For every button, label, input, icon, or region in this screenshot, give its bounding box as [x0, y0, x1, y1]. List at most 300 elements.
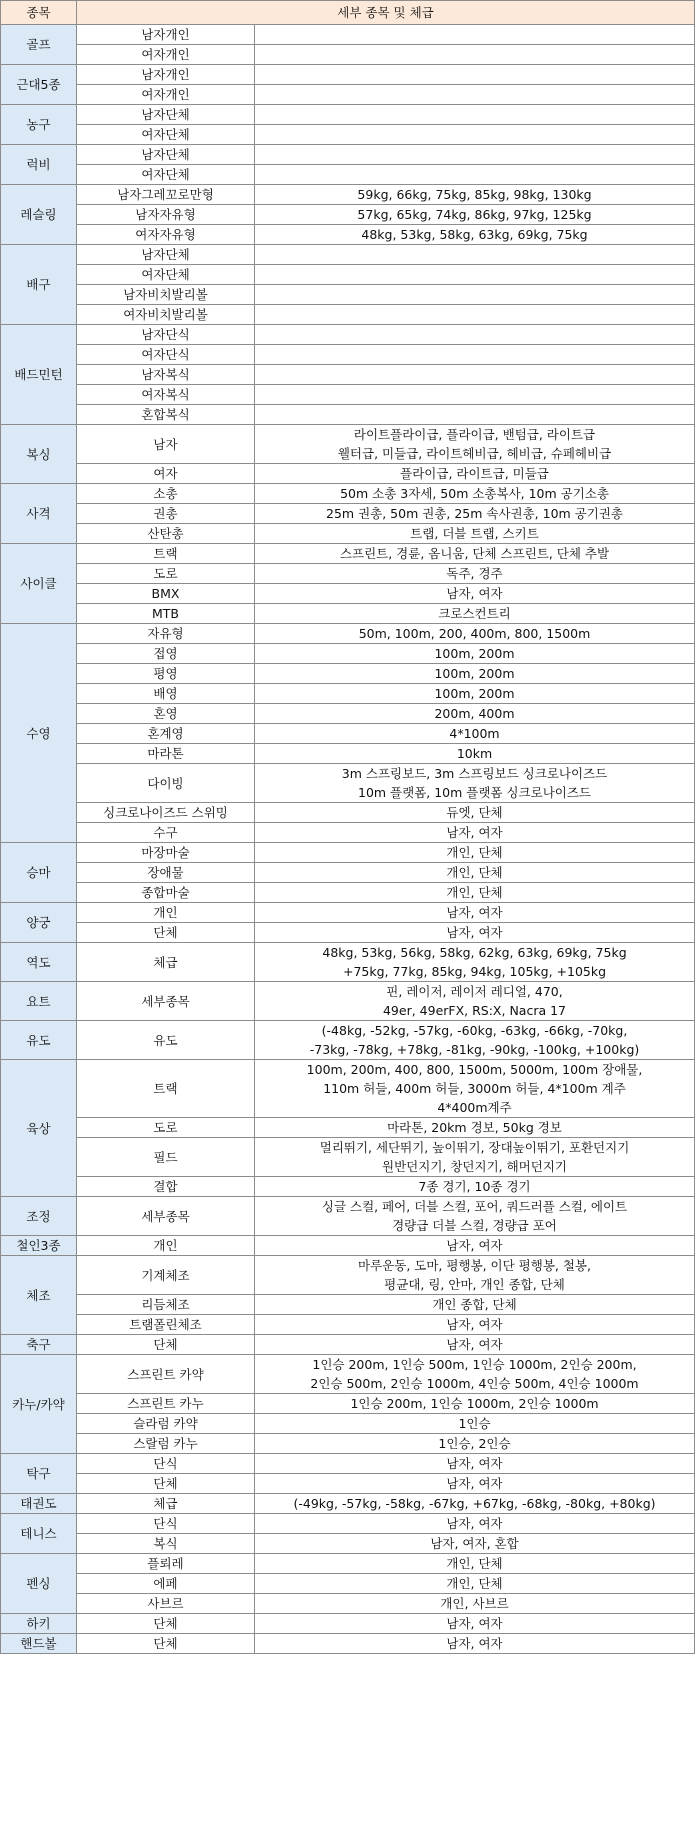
event-name: 단체	[77, 1474, 255, 1494]
detail-line: 라이트플라이급, 플라이급, 밴텀급, 라이트급	[353, 427, 596, 442]
detail-line: 마라톤, 20km 경보, 50kg 경보	[387, 1120, 562, 1136]
table-row	[1, 1634, 695, 1654]
table-row	[1, 1534, 695, 1554]
table-row	[1, 1414, 695, 1434]
event-name: 스프린트 카약	[77, 1355, 255, 1394]
sport-name: 배구	[1, 245, 77, 325]
event-name: 도로	[77, 1118, 255, 1138]
event-name: 여자복식	[77, 385, 255, 405]
table-row	[1, 1614, 695, 1634]
event-name: 체급	[77, 1494, 255, 1514]
sport-name: 배드민턴	[1, 325, 77, 425]
table-row	[1, 385, 695, 405]
detail-line: 남자, 여자	[446, 925, 503, 940]
event-detail	[255, 644, 695, 664]
event-detail	[255, 1256, 695, 1295]
table-row	[1, 1060, 695, 1118]
detail-line: (-48kg, -52kg, -57kg, -60kg, -63kg, -66kg, -70kg,	[321, 1023, 628, 1038]
table-row	[1, 724, 695, 744]
event-name: 마라톤	[77, 744, 255, 764]
detail-line: 남자, 여자	[446, 825, 503, 840]
detail-line: 10km	[456, 746, 493, 761]
event-detail	[255, 285, 695, 305]
event-name: 마장마술	[77, 843, 255, 863]
event-detail	[255, 165, 695, 185]
event-detail	[255, 923, 695, 943]
event-name: 트랙	[77, 1060, 255, 1118]
event-name: 리듬체조	[77, 1295, 255, 1315]
detail-line: 100m, 200m, 400, 800, 1500m, 5000m, 100m 장애물,	[306, 1062, 643, 1078]
event-detail	[255, 1138, 695, 1177]
table-row	[1, 464, 695, 484]
event-name: 단체	[77, 1634, 255, 1654]
event-detail	[255, 604, 695, 624]
sport-name: 레슬링	[1, 185, 77, 245]
sport-name: 체조	[1, 1256, 77, 1335]
sport-name: 테니스	[1, 1514, 77, 1554]
detail-line: 개인, 단체	[446, 865, 503, 880]
detail-line: 1인승 200m, 1인승 1000m, 2인승 1000m	[350, 1396, 599, 1412]
detail-line: 개인 종합, 단체	[432, 1297, 517, 1313]
table-row	[1, 325, 695, 345]
event-name: 싱크로나이즈드 스위밍	[77, 803, 255, 823]
event-detail	[255, 704, 695, 724]
event-name: 혼영	[77, 704, 255, 724]
event-detail	[255, 145, 695, 165]
sport-name: 수영	[1, 624, 77, 843]
event-detail	[255, 25, 695, 45]
event-detail	[255, 1474, 695, 1494]
event-detail	[255, 1534, 695, 1554]
detail-line: 남자, 여자	[446, 1516, 503, 1532]
event-detail	[255, 345, 695, 365]
table-row	[1, 1494, 695, 1514]
detail-line: 57kg, 65kg, 74kg, 86kg, 97kg, 125kg	[357, 207, 592, 222]
event-name: 남자비치발리볼	[77, 285, 255, 305]
event-detail	[255, 982, 695, 1021]
event-name: 기계체조	[77, 1256, 255, 1295]
event-detail	[255, 1414, 695, 1434]
event-detail	[255, 1554, 695, 1574]
event-name: 결합	[77, 1177, 255, 1197]
table-row	[1, 245, 695, 265]
event-detail	[255, 245, 695, 265]
table-row	[1, 305, 695, 325]
detail-line: 크로스컨트리	[438, 606, 511, 621]
sport-name: 카누/카약	[1, 1355, 77, 1454]
event-detail	[255, 684, 695, 704]
event-detail	[255, 1634, 695, 1654]
table-row	[1, 1355, 695, 1394]
table-row	[1, 145, 695, 165]
event-detail	[255, 425, 695, 464]
event-detail	[255, 265, 695, 285]
sport-name: 골프	[1, 25, 77, 65]
event-detail	[255, 843, 695, 863]
event-detail	[255, 544, 695, 564]
detail-line: +75kg, 77kg, 85kg, 94kg, 105kg, +105kg	[342, 964, 607, 979]
event-detail	[255, 464, 695, 484]
event-name: 슬라럼 카약	[77, 1414, 255, 1434]
table-row	[1, 982, 695, 1021]
event-name: 체급	[77, 943, 255, 982]
event-detail	[255, 225, 695, 245]
table-row	[1, 1434, 695, 1454]
table-row	[1, 1197, 695, 1236]
event-name: 여자단체	[77, 125, 255, 145]
detail-line: 남자, 여자	[446, 1616, 503, 1632]
detail-line: 48kg, 53kg, 56kg, 58kg, 62kg, 63kg, 69kg, 75kg	[322, 945, 627, 960]
event-detail	[255, 105, 695, 125]
event-detail	[255, 943, 695, 982]
table-row	[1, 843, 695, 863]
header-row	[1, 1, 695, 25]
event-name: 세부종목	[77, 982, 255, 1021]
event-detail	[255, 564, 695, 584]
detail-line: 플라이급, 라이트급, 미들급	[400, 466, 549, 481]
event-detail	[255, 903, 695, 923]
detail-line: 1인승	[458, 1416, 491, 1432]
sport-name: 육상	[1, 1060, 77, 1197]
event-name: 여자비치발리볼	[77, 305, 255, 325]
event-detail	[255, 1514, 695, 1534]
detail-line: 50m, 100m, 200, 400m, 800, 1500m	[358, 626, 591, 641]
event-name: 혼계영	[77, 724, 255, 744]
table-row	[1, 903, 695, 923]
detail-line: 4*100m	[449, 726, 500, 741]
event-detail	[255, 504, 695, 524]
table-row	[1, 1554, 695, 1574]
sport-name: 철인3종	[1, 1236, 77, 1256]
table-row	[1, 225, 695, 245]
detail-line: 100m, 200m	[434, 646, 515, 661]
event-detail	[255, 385, 695, 405]
event-name: 남자자유형	[77, 205, 255, 225]
event-name: 스랄럼 카누	[77, 1434, 255, 1454]
event-name: 에페	[77, 1574, 255, 1594]
detail-line: 1인승, 2인승	[438, 1436, 511, 1452]
sport-name: 사격	[1, 484, 77, 544]
event-name: 세부종목	[77, 1197, 255, 1236]
table-row	[1, 524, 695, 544]
event-detail	[255, 185, 695, 205]
table-row	[1, 624, 695, 644]
detail-line: 110m 허들, 400m 허들, 3000m 허들, 4*100m 계주	[323, 1081, 626, 1097]
event-detail	[255, 1355, 695, 1394]
detail-line: 스프린트, 경륜, 옴니움, 단체 스프린트, 단체 추발	[339, 546, 610, 561]
table-row	[1, 1177, 695, 1197]
event-name: 트랙	[77, 544, 255, 564]
event-name: 평영	[77, 664, 255, 684]
detail-line: 웰터급, 미들급, 라이트헤비급, 헤비급, 슈페헤비급	[337, 446, 612, 461]
detail-line: 50m 소총 3자세, 50m 소총복사, 10m 공기소총	[340, 486, 609, 501]
detail-line: 4*400m계주	[437, 1100, 512, 1116]
event-detail	[255, 1454, 695, 1474]
detail-line: 원반던지기, 창던지기, 해머던지기	[382, 1159, 567, 1175]
sport-name: 축구	[1, 1335, 77, 1355]
table-row	[1, 1256, 695, 1295]
event-detail	[255, 524, 695, 544]
sport-name: 요트	[1, 982, 77, 1021]
event-name: 여자단체	[77, 265, 255, 285]
table-body	[1, 25, 695, 1654]
event-name: 플뢰레	[77, 1554, 255, 1574]
table-row	[1, 544, 695, 564]
table-row	[1, 365, 695, 385]
sport-name: 조정	[1, 1197, 77, 1236]
detail-line: 7종 경기, 10종 경기	[418, 1179, 531, 1195]
detail-line: 개인, 단체	[446, 845, 503, 860]
table-row	[1, 883, 695, 903]
event-name: MTB	[77, 604, 255, 624]
event-name: 남자단체	[77, 245, 255, 265]
detail-line: 48kg, 53kg, 58kg, 63kg, 69kg, 75kg	[361, 227, 588, 242]
event-detail	[255, 863, 695, 883]
sport-name: 탁구	[1, 1454, 77, 1494]
detail-line: 3m 스프링보드, 3m 스프링보드 싱크로나이즈드	[341, 766, 608, 781]
detail-line: 남자, 여자	[446, 905, 503, 920]
event-name: 여자개인	[77, 45, 255, 65]
event-detail	[255, 744, 695, 764]
detail-line: 듀엣, 단체	[446, 805, 503, 820]
table-row	[1, 504, 695, 524]
detail-line: 트랩, 더블 트랩, 스키트	[410, 526, 539, 541]
detail-line: 100m, 200m	[434, 666, 515, 681]
event-name: 다이빙	[77, 764, 255, 803]
event-detail	[255, 584, 695, 604]
detail-line: 개인, 단체	[446, 1556, 503, 1572]
table-row	[1, 564, 695, 584]
event-detail	[255, 85, 695, 105]
detail-line: 남자, 여자	[446, 1238, 503, 1254]
event-detail	[255, 664, 695, 684]
table-row	[1, 165, 695, 185]
table-row	[1, 1594, 695, 1614]
event-detail	[255, 125, 695, 145]
event-name: 도로	[77, 564, 255, 584]
event-name: 개인	[77, 903, 255, 923]
event-name: 남자단식	[77, 325, 255, 345]
event-detail	[255, 764, 695, 803]
event-detail	[255, 1295, 695, 1315]
detail-line: 남자, 여자	[446, 1636, 503, 1652]
table-row	[1, 85, 695, 105]
table-row	[1, 604, 695, 624]
detail-line: 200m, 400m	[434, 706, 515, 721]
event-name: 남자개인	[77, 25, 255, 45]
sport-name: 핸드볼	[1, 1634, 77, 1654]
table-row	[1, 744, 695, 764]
detail-line: 1인승 200m, 1인승 500m, 1인승 1000m, 2인승 200m,	[312, 1357, 637, 1373]
table-row	[1, 1454, 695, 1474]
table-row	[1, 1514, 695, 1534]
table-row	[1, 25, 695, 45]
detail-line: 싱글 스컬, 페어, 더블 스컬, 포어, 쿼드러플 스컬, 에이트	[321, 1199, 628, 1215]
event-name: 스프린트 카누	[77, 1394, 255, 1414]
table-row	[1, 1315, 695, 1335]
table-row	[1, 1236, 695, 1256]
table-row	[1, 1021, 695, 1060]
detail-line: 개인, 단체	[446, 885, 503, 900]
event-detail	[255, 1614, 695, 1634]
header-sport: 종목	[1, 1, 77, 25]
table-row	[1, 823, 695, 843]
table-row	[1, 764, 695, 803]
detail-line: 남자, 여자	[446, 1476, 503, 1492]
event-name: 배영	[77, 684, 255, 704]
table-row	[1, 1574, 695, 1594]
table-row	[1, 943, 695, 982]
detail-line: 개인, 단체	[446, 1576, 503, 1592]
detail-line: 남자, 여자, 혼합	[430, 1536, 519, 1552]
event-name: 종합마술	[77, 883, 255, 903]
detail-line: 남자, 여자	[446, 586, 503, 601]
event-name: 남자단체	[77, 105, 255, 125]
detail-line: 25m 권총, 50m 권총, 25m 속사권총, 10m 공기권총	[326, 506, 623, 521]
table-row	[1, 704, 695, 724]
event-name: 장애물	[77, 863, 255, 883]
event-detail	[255, 405, 695, 425]
event-name: 단체	[77, 923, 255, 943]
table-row	[1, 125, 695, 145]
event-name: 여자개인	[77, 85, 255, 105]
table-row	[1, 1474, 695, 1494]
table-row	[1, 205, 695, 225]
table-row	[1, 863, 695, 883]
event-name: 남자복식	[77, 365, 255, 385]
event-name: 권총	[77, 504, 255, 524]
event-detail	[255, 1594, 695, 1614]
table-row	[1, 1295, 695, 1315]
detail-line: 100m, 200m	[434, 686, 515, 701]
event-detail	[255, 1197, 695, 1236]
table-row	[1, 45, 695, 65]
detail-line: 2인승 500m, 2인승 1000m, 4인승 500m, 4인승 1000m	[310, 1376, 639, 1392]
event-detail	[255, 724, 695, 744]
detail-line: 멀리뛰기, 세단뛰기, 높이뛰기, 장대높이뛰기, 포환던지기	[319, 1140, 630, 1156]
event-detail	[255, 65, 695, 85]
event-name: 사브르	[77, 1594, 255, 1614]
event-detail	[255, 883, 695, 903]
event-name: 트램폴린체조	[77, 1315, 255, 1335]
event-name: 유도	[77, 1021, 255, 1060]
event-detail	[255, 1494, 695, 1514]
event-detail	[255, 1394, 695, 1414]
event-name: 개인	[77, 1236, 255, 1256]
detail-line: 59kg, 66kg, 75kg, 85kg, 98kg, 130kg	[357, 187, 592, 202]
event-name: 산탄총	[77, 524, 255, 544]
event-name: 단식	[77, 1454, 255, 1474]
detail-line: 49er, 49erFX, RS:X, Nacra 17	[382, 1003, 567, 1018]
table-row	[1, 105, 695, 125]
event-name: 자유형	[77, 624, 255, 644]
sport-name: 양궁	[1, 903, 77, 943]
event-name: 남자그레꼬로만형	[77, 185, 255, 205]
event-name: 혼합복식	[77, 405, 255, 425]
header-detail: 세부 종목 및 체급	[77, 1, 695, 25]
table-row	[1, 1335, 695, 1355]
detail-line: 개인, 사브르	[440, 1596, 509, 1612]
event-name: 필드	[77, 1138, 255, 1177]
table-row	[1, 425, 695, 464]
table-row	[1, 484, 695, 504]
detail-line: -73kg, -78kg, +78kg, -81kg, -90kg, -100kg, +100kg)	[309, 1042, 640, 1057]
detail-line: 마루운동, 도마, 평행봉, 이단 평행봉, 철봉,	[358, 1258, 591, 1274]
sport-name: 럭비	[1, 145, 77, 185]
sport-name: 태권도	[1, 1494, 77, 1514]
sport-name: 사이클	[1, 544, 77, 624]
event-detail	[255, 305, 695, 325]
event-name: 여자단체	[77, 165, 255, 185]
event-detail	[255, 1177, 695, 1197]
event-name: 여자	[77, 464, 255, 484]
table-row	[1, 584, 695, 604]
detail-line: 10m 플랫폼, 10m 플랫폼 싱크로나이즈드	[358, 785, 592, 800]
event-name: 남자	[77, 425, 255, 464]
sport-name: 하키	[1, 1614, 77, 1634]
sport-name: 유도	[1, 1021, 77, 1060]
event-name: 수구	[77, 823, 255, 843]
event-detail	[255, 1236, 695, 1256]
event-detail	[255, 484, 695, 504]
event-detail	[255, 365, 695, 385]
event-detail	[255, 803, 695, 823]
table-row	[1, 65, 695, 85]
table-row	[1, 285, 695, 305]
event-name: BMX	[77, 584, 255, 604]
detail-line: 경량급 더블 스컬, 경량급 포어	[392, 1218, 557, 1234]
event-detail	[255, 823, 695, 843]
detail-line: 남자, 여자	[446, 1337, 503, 1353]
event-name: 여자단식	[77, 345, 255, 365]
detail-line: 핀, 레이저, 레이저 레디얼, 470,	[386, 984, 563, 999]
event-name: 여자자유형	[77, 225, 255, 245]
event-name: 단체	[77, 1335, 255, 1355]
event-detail	[255, 1335, 695, 1355]
event-name: 남자개인	[77, 65, 255, 85]
event-detail	[255, 1118, 695, 1138]
event-name: 남자단체	[77, 145, 255, 165]
detail-line: 남자, 여자	[446, 1317, 503, 1333]
detail-line: 독주, 경주	[446, 566, 503, 581]
table-row	[1, 185, 695, 205]
event-detail	[255, 45, 695, 65]
event-detail	[255, 325, 695, 345]
table-row	[1, 923, 695, 943]
table-row	[1, 684, 695, 704]
sport-name: 역도	[1, 943, 77, 982]
sport-name: 승마	[1, 843, 77, 903]
event-detail	[255, 624, 695, 644]
event-detail	[255, 1434, 695, 1454]
table-row	[1, 265, 695, 285]
table-row	[1, 644, 695, 664]
table-row	[1, 664, 695, 684]
sport-name: 근대5종	[1, 65, 77, 105]
detail-line: (-49kg, -57kg, -58kg, -67kg, +67kg, -68kg, -80kg, +80kg)	[293, 1496, 656, 1512]
sport-name: 복싱	[1, 425, 77, 484]
event-name: 단체	[77, 1614, 255, 1634]
event-name: 소총	[77, 484, 255, 504]
table-row	[1, 1394, 695, 1414]
event-detail	[255, 1021, 695, 1060]
sport-name: 농구	[1, 105, 77, 145]
event-detail	[255, 1574, 695, 1594]
event-detail	[255, 205, 695, 225]
event-detail	[255, 1060, 695, 1118]
table-row	[1, 803, 695, 823]
sport-name: 펜싱	[1, 1554, 77, 1614]
